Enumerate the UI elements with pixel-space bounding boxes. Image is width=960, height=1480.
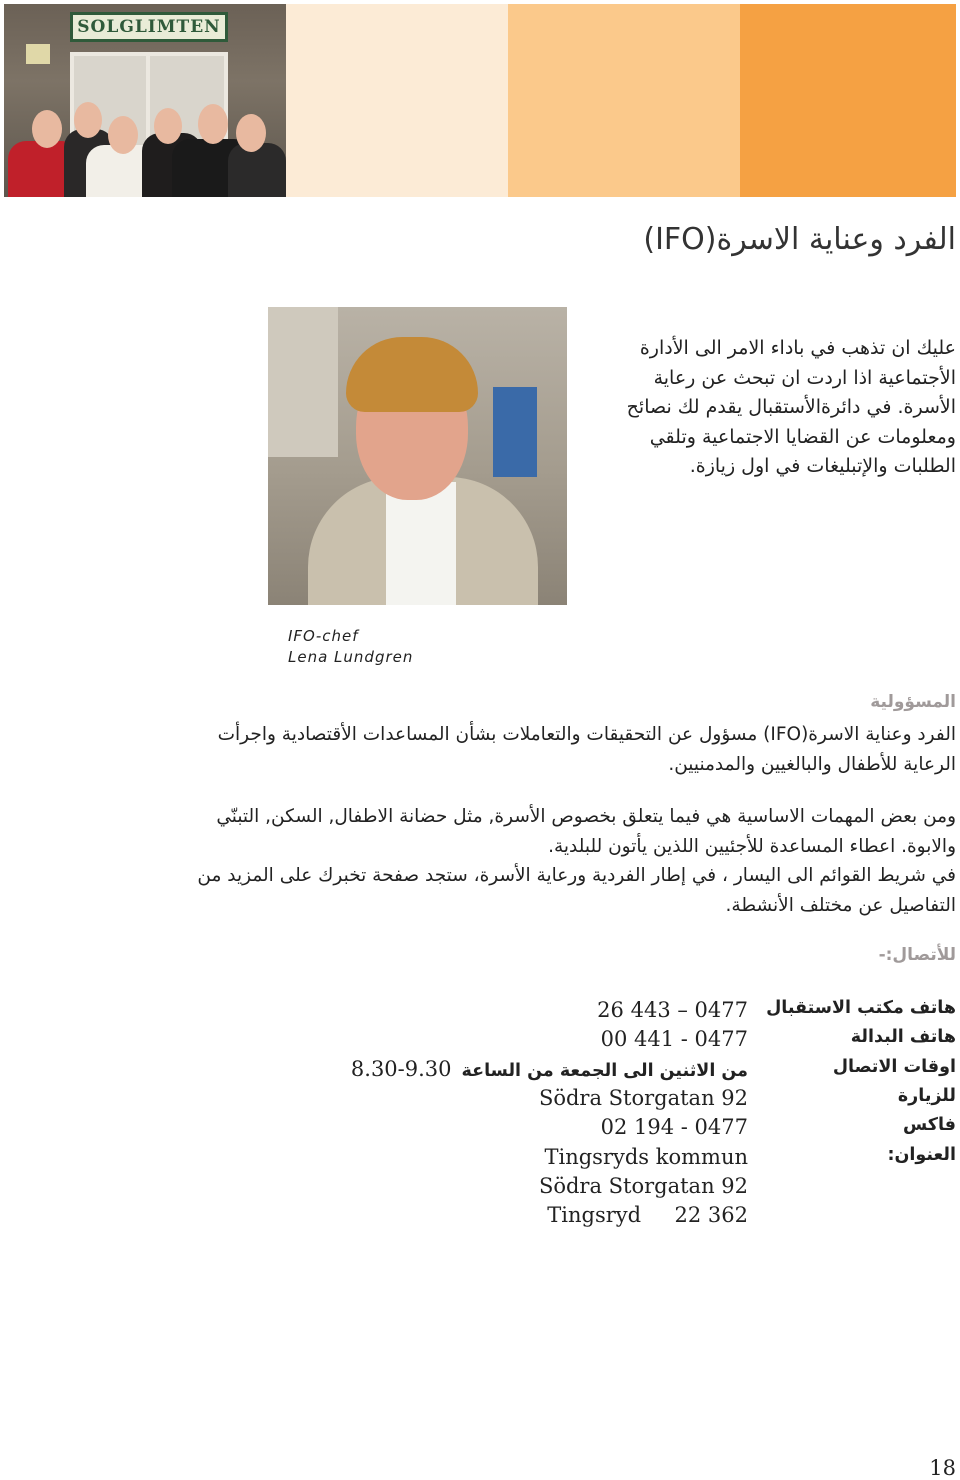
intro-paragraph: عليك ان تذهب في باداء الامر الى الأدارة الأجتماعية اذا اردت ان تبحث عن رعاية الأسرة. في دائرةالأستقبال يقدم لك نصائح ومعلومات عن القضايا الاجتماعية وتلقي الطلبات والإتبليغات في اول زيازة. xyxy=(626,337,956,477)
switchboard-phone-value: 0477 - 441 00 xyxy=(600,1027,748,1051)
fax-number: 0477 - 194 02 xyxy=(600,1115,748,1139)
staff-face xyxy=(108,116,138,154)
contact-heading: للأتصال:- xyxy=(878,945,956,965)
computer-monitor xyxy=(493,387,537,477)
header-banner xyxy=(4,4,956,197)
menu-info-paragraph: في شريط القوائم الى اليسار ، في إطار الفردية ورعاية الأسرة، ستجد صفحة تخبرك على المزيد من التفاصيل عن مختلف الأنشطة. xyxy=(197,865,956,916)
staff-face xyxy=(74,102,102,138)
visit-label: للزيارة xyxy=(897,1086,956,1106)
caption-name: Lena Lundgren xyxy=(288,648,414,666)
caption-role: IFO-chef xyxy=(288,627,359,645)
switchboard-phone-label: هاتف البدالة xyxy=(850,1027,956,1047)
banner-panel-dark xyxy=(740,4,956,197)
staff-face xyxy=(236,114,266,152)
banner-panel-light xyxy=(286,4,508,197)
tasks-paragraph: ومن بعض المهمات الاساسية هي فيما يتعلق بخصوص الأسرة, مثل حضانة الاطفال, السكن, التبنّي والابوة. اعطاء المساعدة للأجئيين اللذين يأتون للبلدية. xyxy=(216,806,956,857)
page-title: الفرد وعناية الاسرة(IFO) xyxy=(643,222,956,257)
reception-phone-label: هاتف مكتب الاستقبال xyxy=(766,998,956,1018)
staff-face xyxy=(154,108,182,144)
responsibility-paragraph: الفرد وعناية الاسرة(IFO) مسؤول عن التحقيقات والتعاملات بشأن المساعدات الأقتصادية واجرأت الرعاية للأطفال والبالغيين والمدمنيين. xyxy=(217,724,956,775)
wall-lamp xyxy=(26,44,50,64)
contact-hours-value xyxy=(351,1057,748,1081)
address-label: العنوان: xyxy=(887,1145,956,1165)
contact-hours-time: 8.30-9.30 xyxy=(350,1057,452,1081)
hair xyxy=(346,337,478,412)
page-number: 18 xyxy=(929,1456,956,1480)
address-line-3: 362 22 Tingsryd xyxy=(547,1203,748,1227)
staff-person xyxy=(228,143,286,197)
address-line-2: Södra Storgatan 92 xyxy=(538,1174,748,1198)
contact-hours-label: اوقات الاتصال xyxy=(832,1057,956,1077)
white-shirt xyxy=(386,482,456,605)
contact-hours-days: من الاثنين الى الجمعة من الساعة xyxy=(461,1061,748,1081)
staff-face xyxy=(32,110,62,148)
notice-board xyxy=(268,307,338,457)
reception-phone-value: 0477 – 443 26 xyxy=(597,998,748,1022)
banner-panel-medium xyxy=(508,4,740,197)
ifo-chef-portrait xyxy=(268,307,567,605)
responsibility-heading: المسؤولية xyxy=(870,692,956,712)
visit-address: Södra Storgatan 92 xyxy=(538,1086,748,1110)
staff-face xyxy=(198,104,228,144)
address-line-1: Tingsryds kommun xyxy=(544,1145,748,1169)
staff-group-photo xyxy=(4,4,286,197)
building-sign: SOLGLIMTEN xyxy=(70,12,228,42)
portrait-caption xyxy=(288,626,413,668)
fax-label: فاكس xyxy=(903,1115,956,1135)
